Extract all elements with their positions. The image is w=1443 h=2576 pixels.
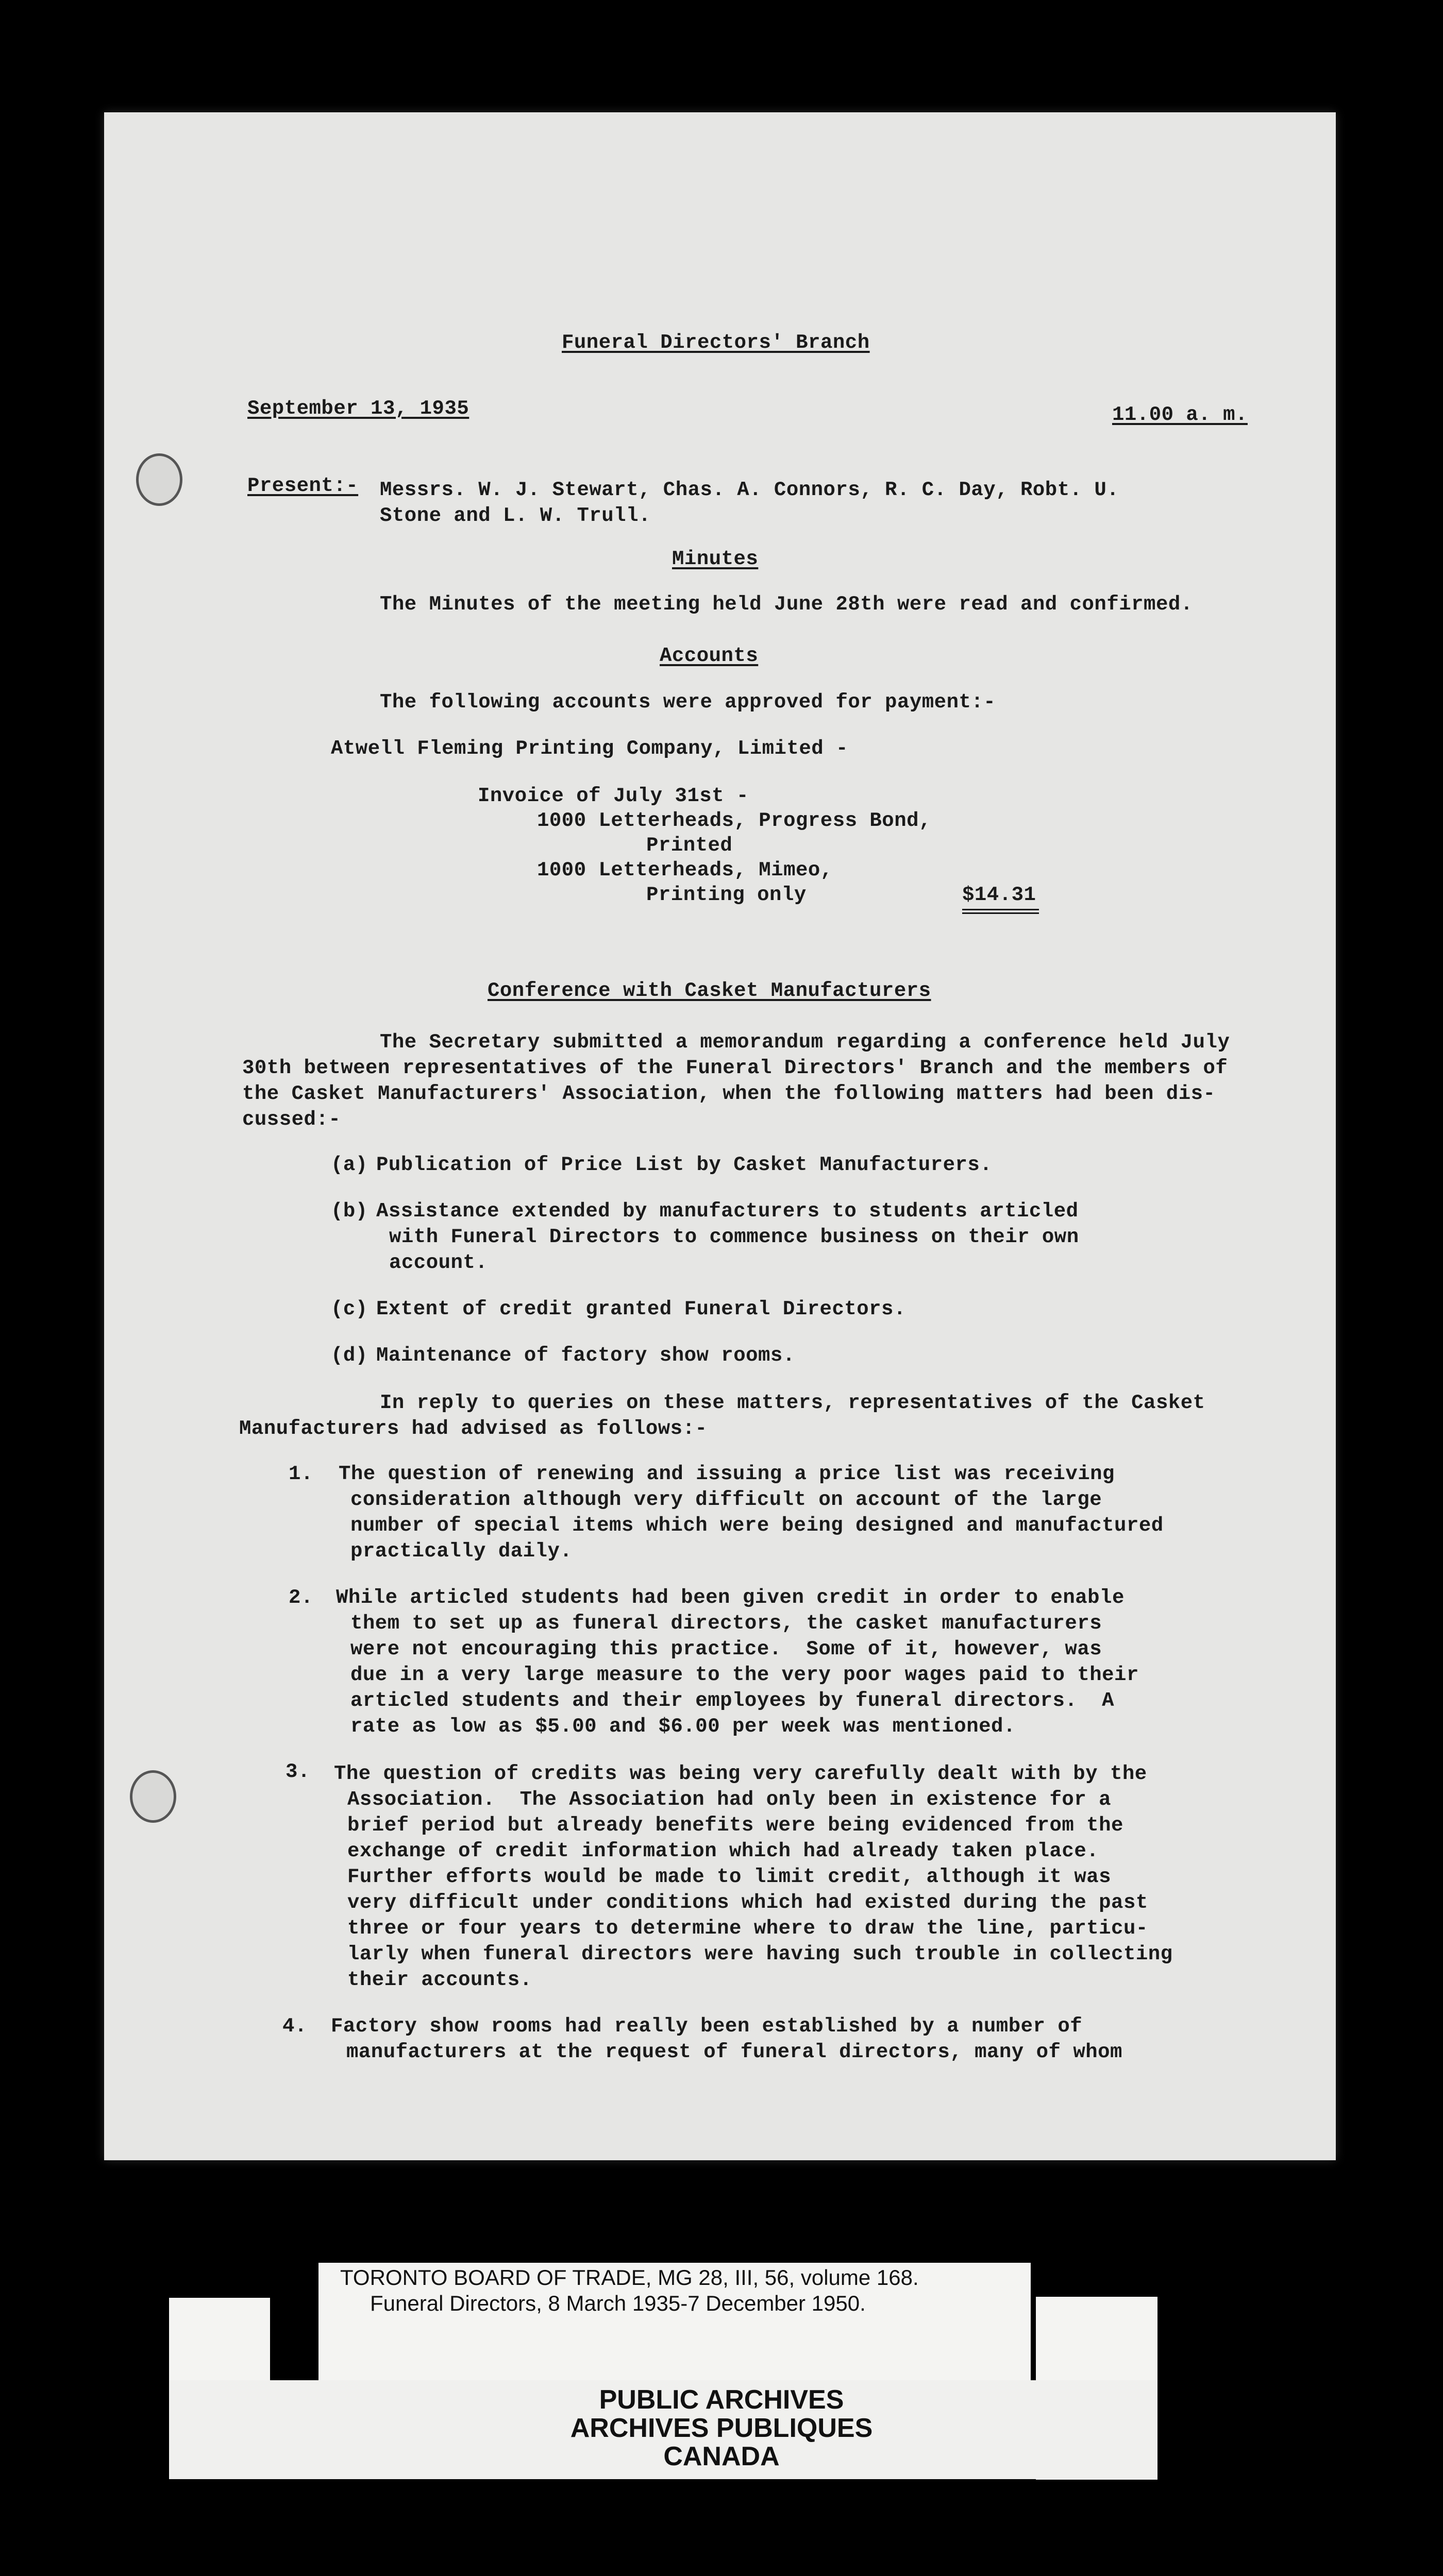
answer-line: Factory show rooms had really been established by a number of xyxy=(331,2015,1083,2038)
answer-line: Further efforts would be made to limit credit, although it was xyxy=(347,1866,1112,1888)
conference-para-line: the Casket Manufacturers' Association, when the following matters had been dis- xyxy=(242,1082,1216,1105)
matter-line: with Funeral Directors to commence business on their own xyxy=(389,1226,1079,1248)
conference-para-line: 30th between representatives of the Funeral Directors' Branch and the members of xyxy=(242,1057,1228,1079)
reply-para-line: Manufacturers had advised as follows:- xyxy=(239,1417,708,1440)
stamp-line-1: PUBLIC ARCHIVES xyxy=(599,2385,844,2415)
answer-line: very difficult under conditions which had existed during the past xyxy=(347,1891,1148,1914)
matter-line: Extent of credit granted Funeral Directors. xyxy=(376,1298,906,1320)
answer-line: The question of renewing and issuing a price list was receiving xyxy=(339,1463,1115,1485)
accounts-heading: Accounts xyxy=(660,645,759,667)
matter-line: Maintenance of factory show rooms. xyxy=(376,1344,795,1367)
archive-reference-line-2: Funeral Directors, 8 March 1935-7 December 1950. xyxy=(370,2291,866,2315)
present-line-1: Messrs. W. J. Stewart, Chas. A. Connors, R. C. Day, Robt. U. xyxy=(380,479,1119,501)
answer-label: 4. xyxy=(282,2015,307,2038)
answer-line: Association. The Association had only been in existence for a xyxy=(347,1788,1112,1811)
present-line-2: Stone and L. W. Trull. xyxy=(380,504,651,527)
present-label: Present:- xyxy=(247,474,359,497)
answer-line: articled students and their employees by funeral directors. A xyxy=(350,1689,1115,1712)
vendor-name: Atwell Fleming Printing Company, Limited - xyxy=(331,737,848,760)
document-page xyxy=(104,112,1336,2160)
conference-heading: Conference with Casket Manufacturers xyxy=(488,979,931,1002)
answer-line: larly when funeral directors were having such trouble in collecting xyxy=(347,1943,1173,1965)
matter-label: (d) xyxy=(331,1344,368,1367)
answer-line: due in a very large measure to the very poor wages paid to their xyxy=(350,1664,1139,1686)
answer-line: their accounts. xyxy=(347,1969,532,1991)
matter-line: Publication of Price List by Casket Manufacturers. xyxy=(376,1154,993,1176)
invoice-item-2: 1000 Letterheads, Mimeo, xyxy=(537,859,833,882)
archive-reference-line-1: TORONTO BOARD OF TRADE, MG 28, III, 56, volume 168. xyxy=(340,2265,919,2290)
answer-line: exchange of credit information which had already taken place. xyxy=(347,1840,1099,1862)
matter-line: account. xyxy=(389,1251,488,1274)
stamp-line-3: CANADA xyxy=(663,2442,780,2471)
answer-line: rate as low as $5.00 and $6.00 per week was mentioned. xyxy=(350,1715,1016,1738)
answer-line: number of special items which were being designed and manufactured xyxy=(350,1514,1164,1537)
invoice-item-1: 1000 Letterheads, Progress Bond, xyxy=(537,809,931,832)
invoice-amount: $14.31 xyxy=(962,882,1039,914)
punch-hole-top xyxy=(136,453,182,506)
answer-line: manufacturers at the request of funeral directors, many of whom xyxy=(346,2041,1122,2063)
matter-label: (c) xyxy=(331,1298,368,1320)
reply-para-line: In reply to queries on these matters, representatives of the Casket xyxy=(380,1392,1205,1414)
answer-line: were not encouraging this practice. Some of it, however, was xyxy=(350,1638,1102,1660)
matter-label: (a) xyxy=(331,1154,368,1176)
answer-line: practically daily. xyxy=(350,1540,573,1563)
answer-line: consideration although very difficult on account of the large xyxy=(350,1488,1102,1511)
minutes-heading: Minutes xyxy=(672,548,759,570)
invoice-line: Invoice of July 31st - xyxy=(478,785,749,807)
answer-label: 3. xyxy=(286,1760,310,1783)
invoice-item-2-cont: Printing only xyxy=(646,884,807,906)
matter-label: (b) xyxy=(331,1200,368,1223)
answer-line: brief period but already benefits were being evidenced from the xyxy=(347,1814,1123,1837)
accounts-intro: The following accounts were approved for payment:- xyxy=(380,691,996,714)
answer-line: them to set up as funeral directors, the casket manufacturers xyxy=(350,1612,1102,1635)
punch-hole-bottom xyxy=(130,1770,176,1823)
invoice-item-1-cont: Printed xyxy=(646,834,733,857)
answer-line: While articled students had been given credit in order to enable xyxy=(336,1586,1125,1609)
page-title: Funeral Directors' Branch xyxy=(562,331,870,354)
answer-line: three or four years to determine where to draw the line, particu- xyxy=(347,1917,1148,1940)
meeting-time: 11.00 a. m. xyxy=(1112,403,1248,426)
conference-para-line: cussed:- xyxy=(242,1108,341,1131)
meeting-date: September 13, 1935 xyxy=(247,397,469,420)
stamp-line-2: ARCHIVES PUBLIQUES xyxy=(570,2413,873,2443)
answer-label: 2. xyxy=(289,1586,313,1609)
matter-line: Assistance extended by manufacturers to students articled xyxy=(376,1200,1079,1223)
answer-label: 1. xyxy=(289,1463,313,1485)
answer-line: The question of credits was being very carefully dealt with by the xyxy=(334,1762,1147,1785)
conference-para-line: The Secretary submitted a memorandum regarding a conference held July xyxy=(380,1031,1230,1054)
minutes-text: The Minutes of the meeting held June 28th were read and confirmed. xyxy=(380,593,1193,616)
